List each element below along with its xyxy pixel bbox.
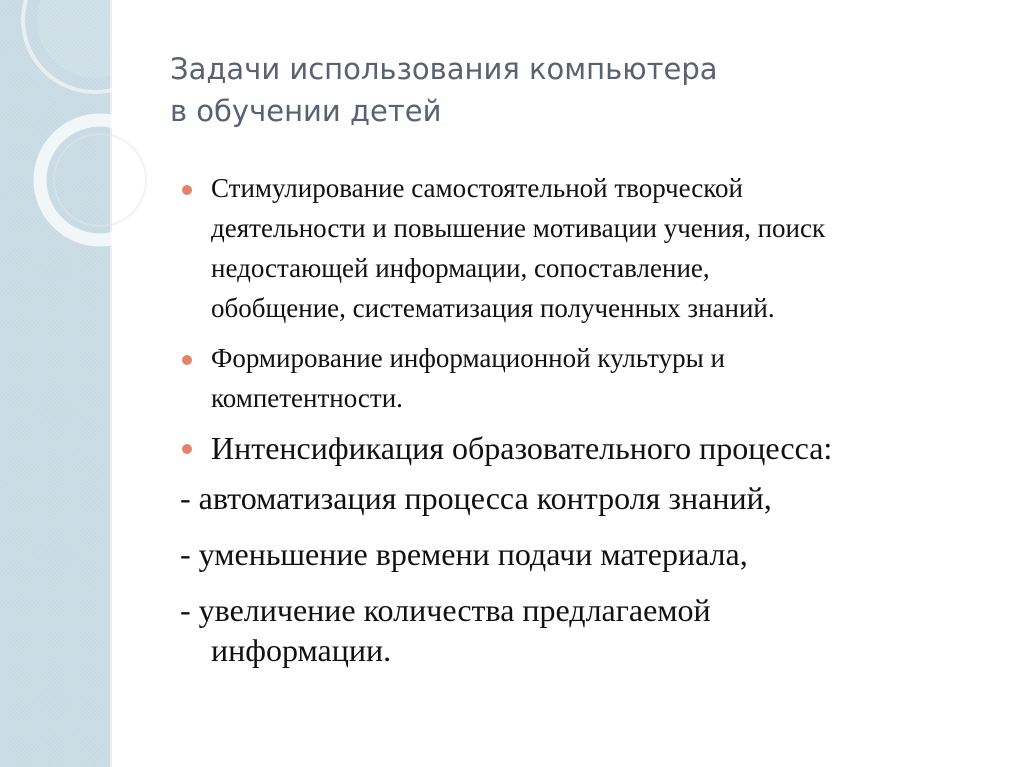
decorative-rings-icon <box>0 0 200 280</box>
sub-item-line: - уменьшение времени подачи материала, <box>180 536 748 572</box>
list-item <box>180 428 980 468</box>
bullet-dot-icon <box>182 355 192 365</box>
list-item-line: Формирование информационной культуры и <box>211 343 725 373</box>
list-item-line: недостающей информации, сопоставление, <box>211 253 710 283</box>
page-title <box>170 48 970 132</box>
bullet-dot-icon <box>182 444 192 454</box>
sub-item <box>180 478 980 518</box>
sub-item <box>180 534 980 574</box>
sub-item-line: - увеличение количества предлагаемой <box>180 592 711 628</box>
title-line-1: Задачи использования компьютера <box>170 52 718 86</box>
list-item <box>180 338 980 418</box>
sub-item-line: - автоматизация процесса контроля знаний, <box>180 480 772 516</box>
list-item <box>180 168 980 328</box>
sub-item <box>180 590 980 670</box>
list-item-line: компетентности. <box>211 383 403 413</box>
bullet-list <box>180 168 980 686</box>
bullet-dot-icon <box>182 185 192 195</box>
list-item-line: Стимулирование самостоятельной творческой <box>211 173 743 203</box>
title-line-2: в обучении детей <box>170 94 442 128</box>
list-item-line: Интенсификация образовательного процесса: <box>211 430 833 466</box>
list-item-line: обобщение, систематизация полученных знаний. <box>211 293 775 323</box>
sub-item-line: информации. <box>211 632 392 668</box>
list-item-line: деятельности и повышение мотивации учения, поиск <box>211 213 826 243</box>
